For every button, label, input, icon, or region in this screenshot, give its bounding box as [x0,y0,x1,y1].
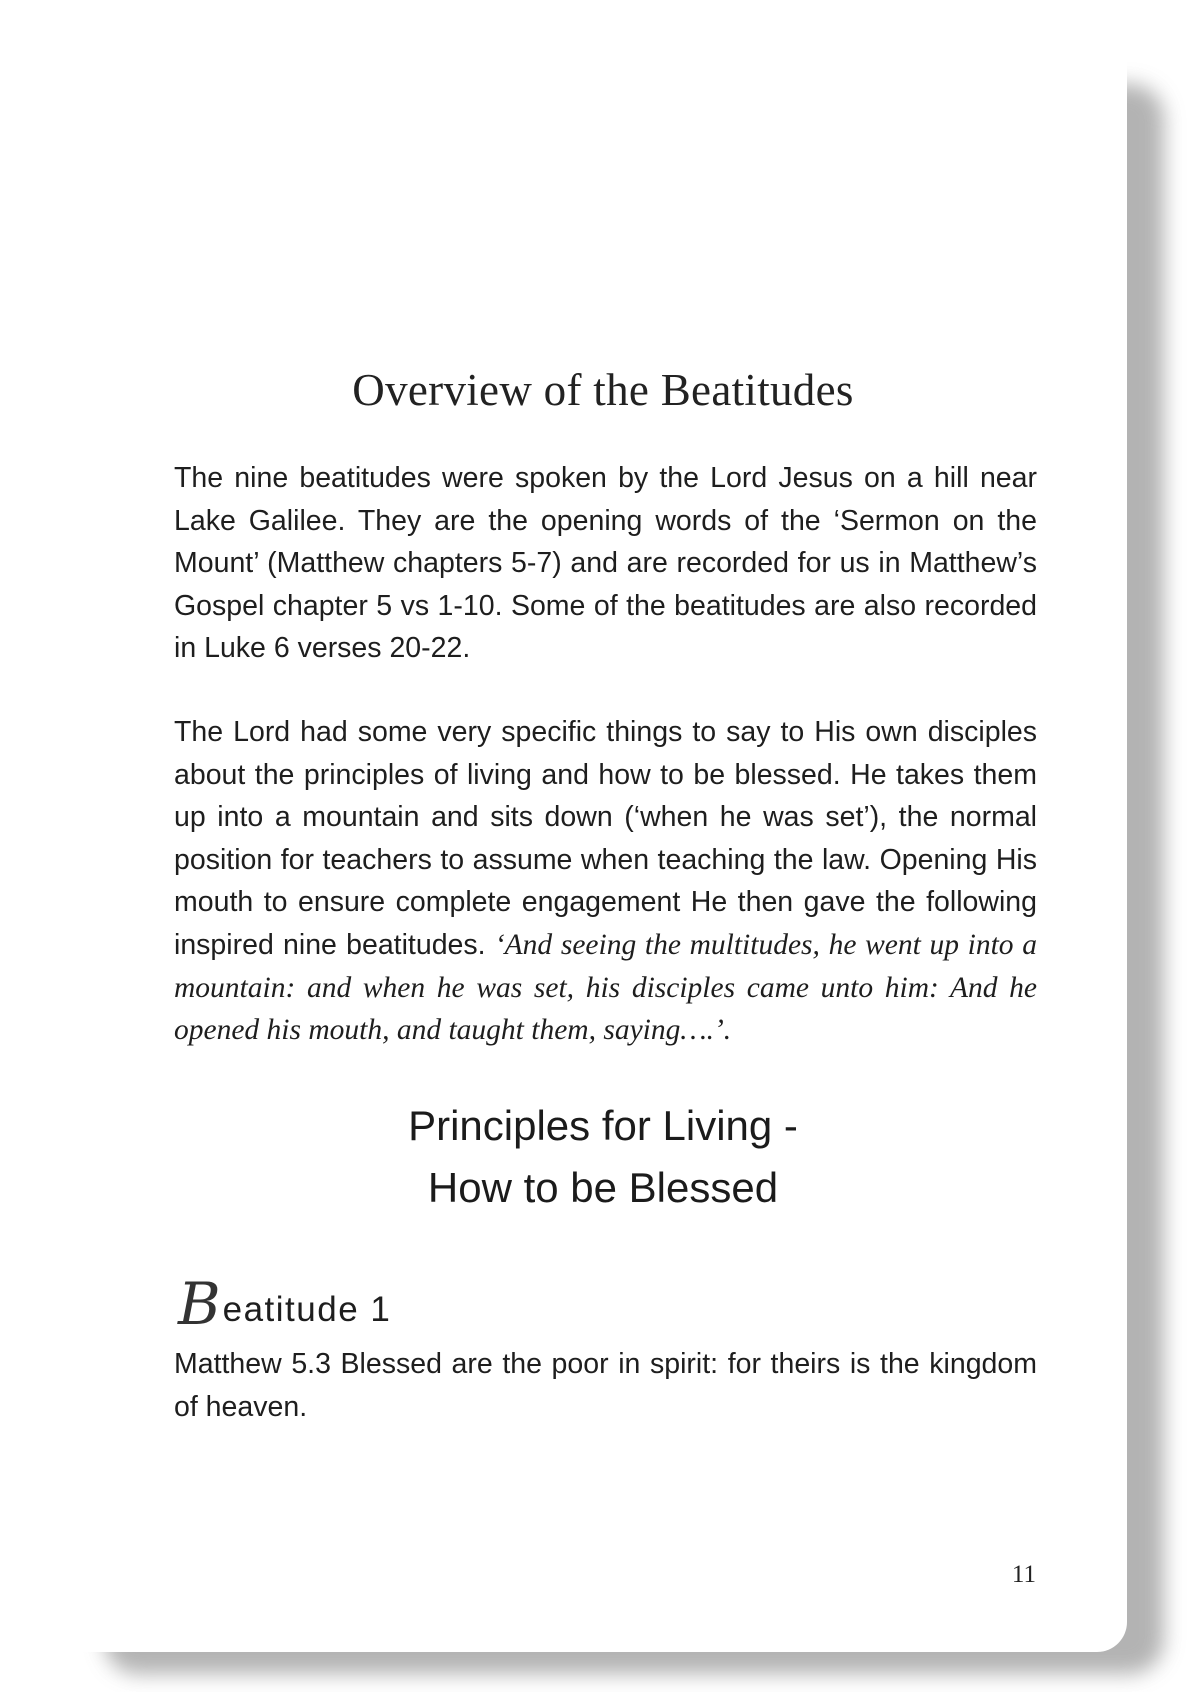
paragraph-disciples-text: The Lord had some very specific things to say to His own disciples about the principles of living and how to be blessed. He takes them up into a mountain and sits down (‘when he was set’), the normal position for teachers to assume when teaching the law. Opening His mouth to ensure complete engagement He then gave the following inspired nine beatitudes. [174,716,1037,961]
paragraph-disciples [174,711,1037,1052]
page-title: Overview of the Beatitudes [352,365,854,415]
paragraph-intro: The nine beatitudes were spoken by the Lord Jesus on a hill near Lake Galilee. They are the opening words of the ‘Sermon on the Mount’ (Matthew chapters 5-7) and are recorded for us in Matthew’s Gospel chapter 5 vs 1-10. Some of the beatitudes are also recorded in Luke 6 verses 20-22. [174,462,1037,665]
scripture-quote: ‘And seeing the multitudes, he went up into a mountain: and when he was set, his disciples came unto him: And he opened his mouth, and taught them, saying….’. [174,928,1037,1047]
section-heading-line-2: How to be Blessed [427,1164,779,1211]
beatitude-1-heading [178,1270,391,1338]
beatitude-1-heading-text: eatitude 1 [222,1290,392,1329]
section-heading-line-1: Principles for Living - [408,1102,798,1149]
drop-cap-letter: B [178,1270,221,1338]
page-number: 11 [1011,1561,1036,1588]
section-heading [0,1095,1200,1219]
beatitude-1-verse: Matthew 5.3 Blessed are the poor in spirit: for theirs is the kingdom of heaven. [174,1348,1037,1423]
